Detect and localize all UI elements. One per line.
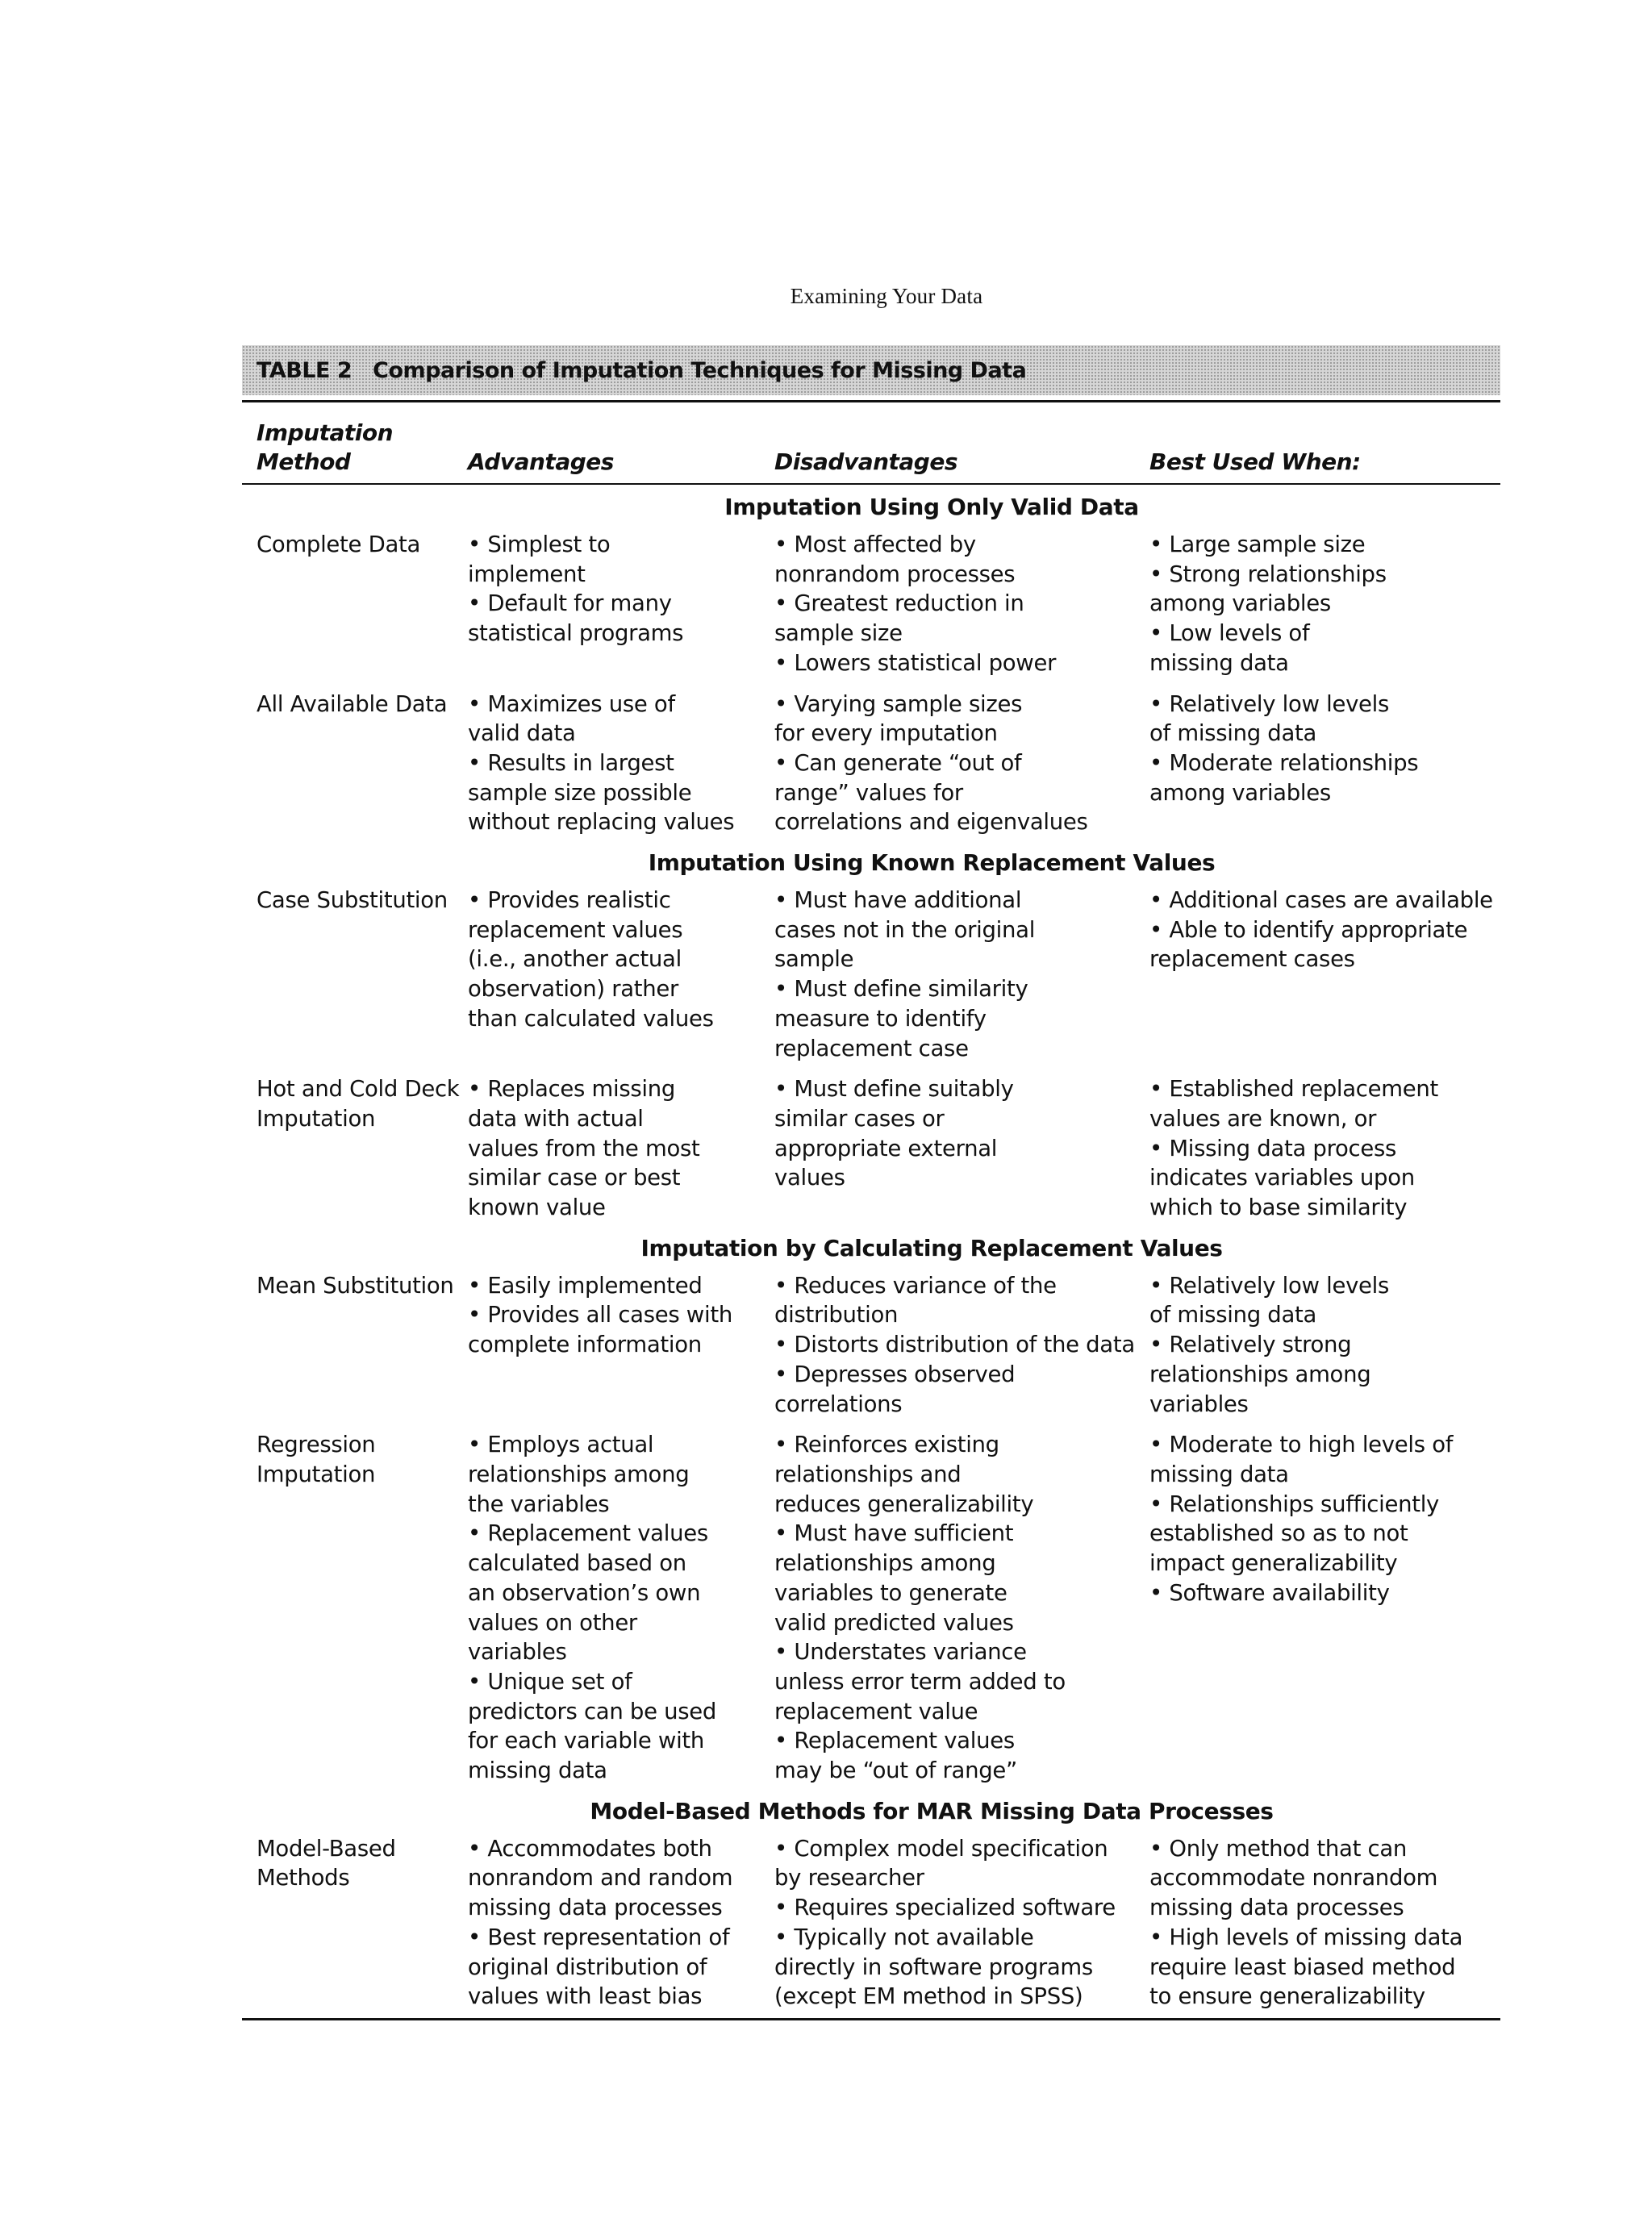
- table-row: [242, 1271, 1500, 1420]
- method-cell: All Available Data: [257, 690, 448, 717]
- column-header-advantages: Advantages: [468, 448, 614, 475]
- table-row: [242, 530, 1500, 678]
- column-header-row: [242, 402, 1500, 483]
- table-row: [242, 690, 1500, 838]
- table-title-bar: [242, 345, 1500, 395]
- best-used-cell: • Relatively low levels of missing data • Relatively strong relationships among variables: [1149, 1272, 1390, 1417]
- method-cell: Hot and Cold Deck Imputation: [257, 1076, 460, 1132]
- best-used-cell: • Large sample size • Strong relationships among variables • Low levels of missing data: [1149, 532, 1387, 676]
- advantages-cell: • Provides realistic replacement values (i.e., another actual observation) rather than calculated values: [468, 887, 714, 1032]
- table-row: [242, 1834, 1500, 2012]
- disadvantages-cell: • Reinforces existing relationships and reduces generalizability • Must have sufficient relationships among variables to generate valid predicted values • Understates variance unless error term added to replacement value • Replacement values may be “out of range”: [774, 1432, 1066, 1784]
- best-used-cell: • Established replacement values are known, or • Missing data process indicates variables upon which to base similarity: [1149, 1076, 1438, 1221]
- advantages-cell: • Replaces missing data with actual values from the most similar case or best known value: [468, 1076, 700, 1221]
- column-header-best-used: Best Used When:: [1149, 448, 1361, 475]
- disadvantages-cell: • Must define suitably similar cases or appropriate external values: [774, 1076, 1014, 1191]
- disadvantages-cell: • Most affected by nonrandom processes • Greatest reduction in sample size • Lowers statistical power: [774, 532, 1057, 676]
- best-used-cell: • Moderate to high levels of missing data • Relationships sufficiently established so as to not impact generalizability • Software availability: [1149, 1432, 1454, 1606]
- advantages-cell: • Maximizes use of valid data • Results in largest sample size possible without replacing values: [468, 690, 735, 836]
- advantages-cell: • Employs actual relationships among the variables • Replacement values calculated based on an observation’s own values on other variables • Unique set of predictors can be used for each variable with missing data: [468, 1432, 717, 1784]
- advantages-cell: • Easily implemented • Provides all cases with complete information: [468, 1272, 732, 1358]
- best-used-cell: • Only method that can accommodate nonrandom missing data processes • High levels of missing data require least biased method to ensure generalizability: [1149, 1835, 1463, 2010]
- disadvantages-cell: • Varying sample sizes for every imputation • Can generate “out of range” values for correlations and eigenvalues: [774, 690, 1088, 836]
- imputation-table: [242, 345, 1500, 2020]
- table-row: [242, 1074, 1500, 1223]
- table-title: Comparison of Imputation Techniques for Missing Data: [373, 357, 1027, 383]
- method-cell: Model-Based Methods: [257, 1835, 396, 1891]
- method-cell: Regression Imputation: [257, 1432, 376, 1487]
- column-header-disadvantages: Disadvantages: [774, 448, 958, 475]
- method-cell: Mean Substitution: [257, 1272, 454, 1299]
- method-cell: Case Substitution: [257, 887, 448, 914]
- best-used-cell: • Relatively low levels of missing data • Moderate relationships among variables: [1149, 690, 1419, 806]
- table-label: TABLE 2: [257, 357, 353, 383]
- disadvantages-cell: • Complex model specification by researcher • Requires specialized software • Typically not available directly in software programs (except EM method in SPSS): [774, 1835, 1116, 2010]
- table-row: [242, 886, 1500, 1063]
- table-bottom-rule: [242, 2018, 1500, 2020]
- method-cell: Complete Data: [257, 532, 421, 557]
- table-row: [242, 1430, 1500, 1785]
- section-heading: Imputation Using Only Valid Data: [724, 494, 1139, 520]
- section-heading: Imputation Using Known Replacement Values: [648, 849, 1216, 877]
- column-header-method: Imputation Method: [257, 419, 394, 475]
- advantages-cell: • Accommodates both nonrandom and random missing data processes • Best representation of original distribution of values with least bias: [468, 1835, 733, 2010]
- disadvantages-cell: • Must have additional cases not in the original sample • Must define similarity measure to identify replacement case: [774, 887, 1036, 1061]
- section-heading: Imputation by Calculating Replacement Values: [640, 1234, 1223, 1261]
- section-heading: Model-Based Methods for MAR Missing Data Processes: [590, 1797, 1274, 1824]
- advantages-cell: • Simplest to implement • Default for many statistical programs: [468, 532, 684, 647]
- running-head: Examining Your Data: [790, 284, 983, 308]
- best-used-cell: • Additional cases are available • Able to identify appropriate replacement cases: [1149, 887, 1493, 973]
- disadvantages-cell: • Reduces variance of the distribution • Distorts distribution of the data • Depresses observed correlations: [774, 1272, 1135, 1417]
